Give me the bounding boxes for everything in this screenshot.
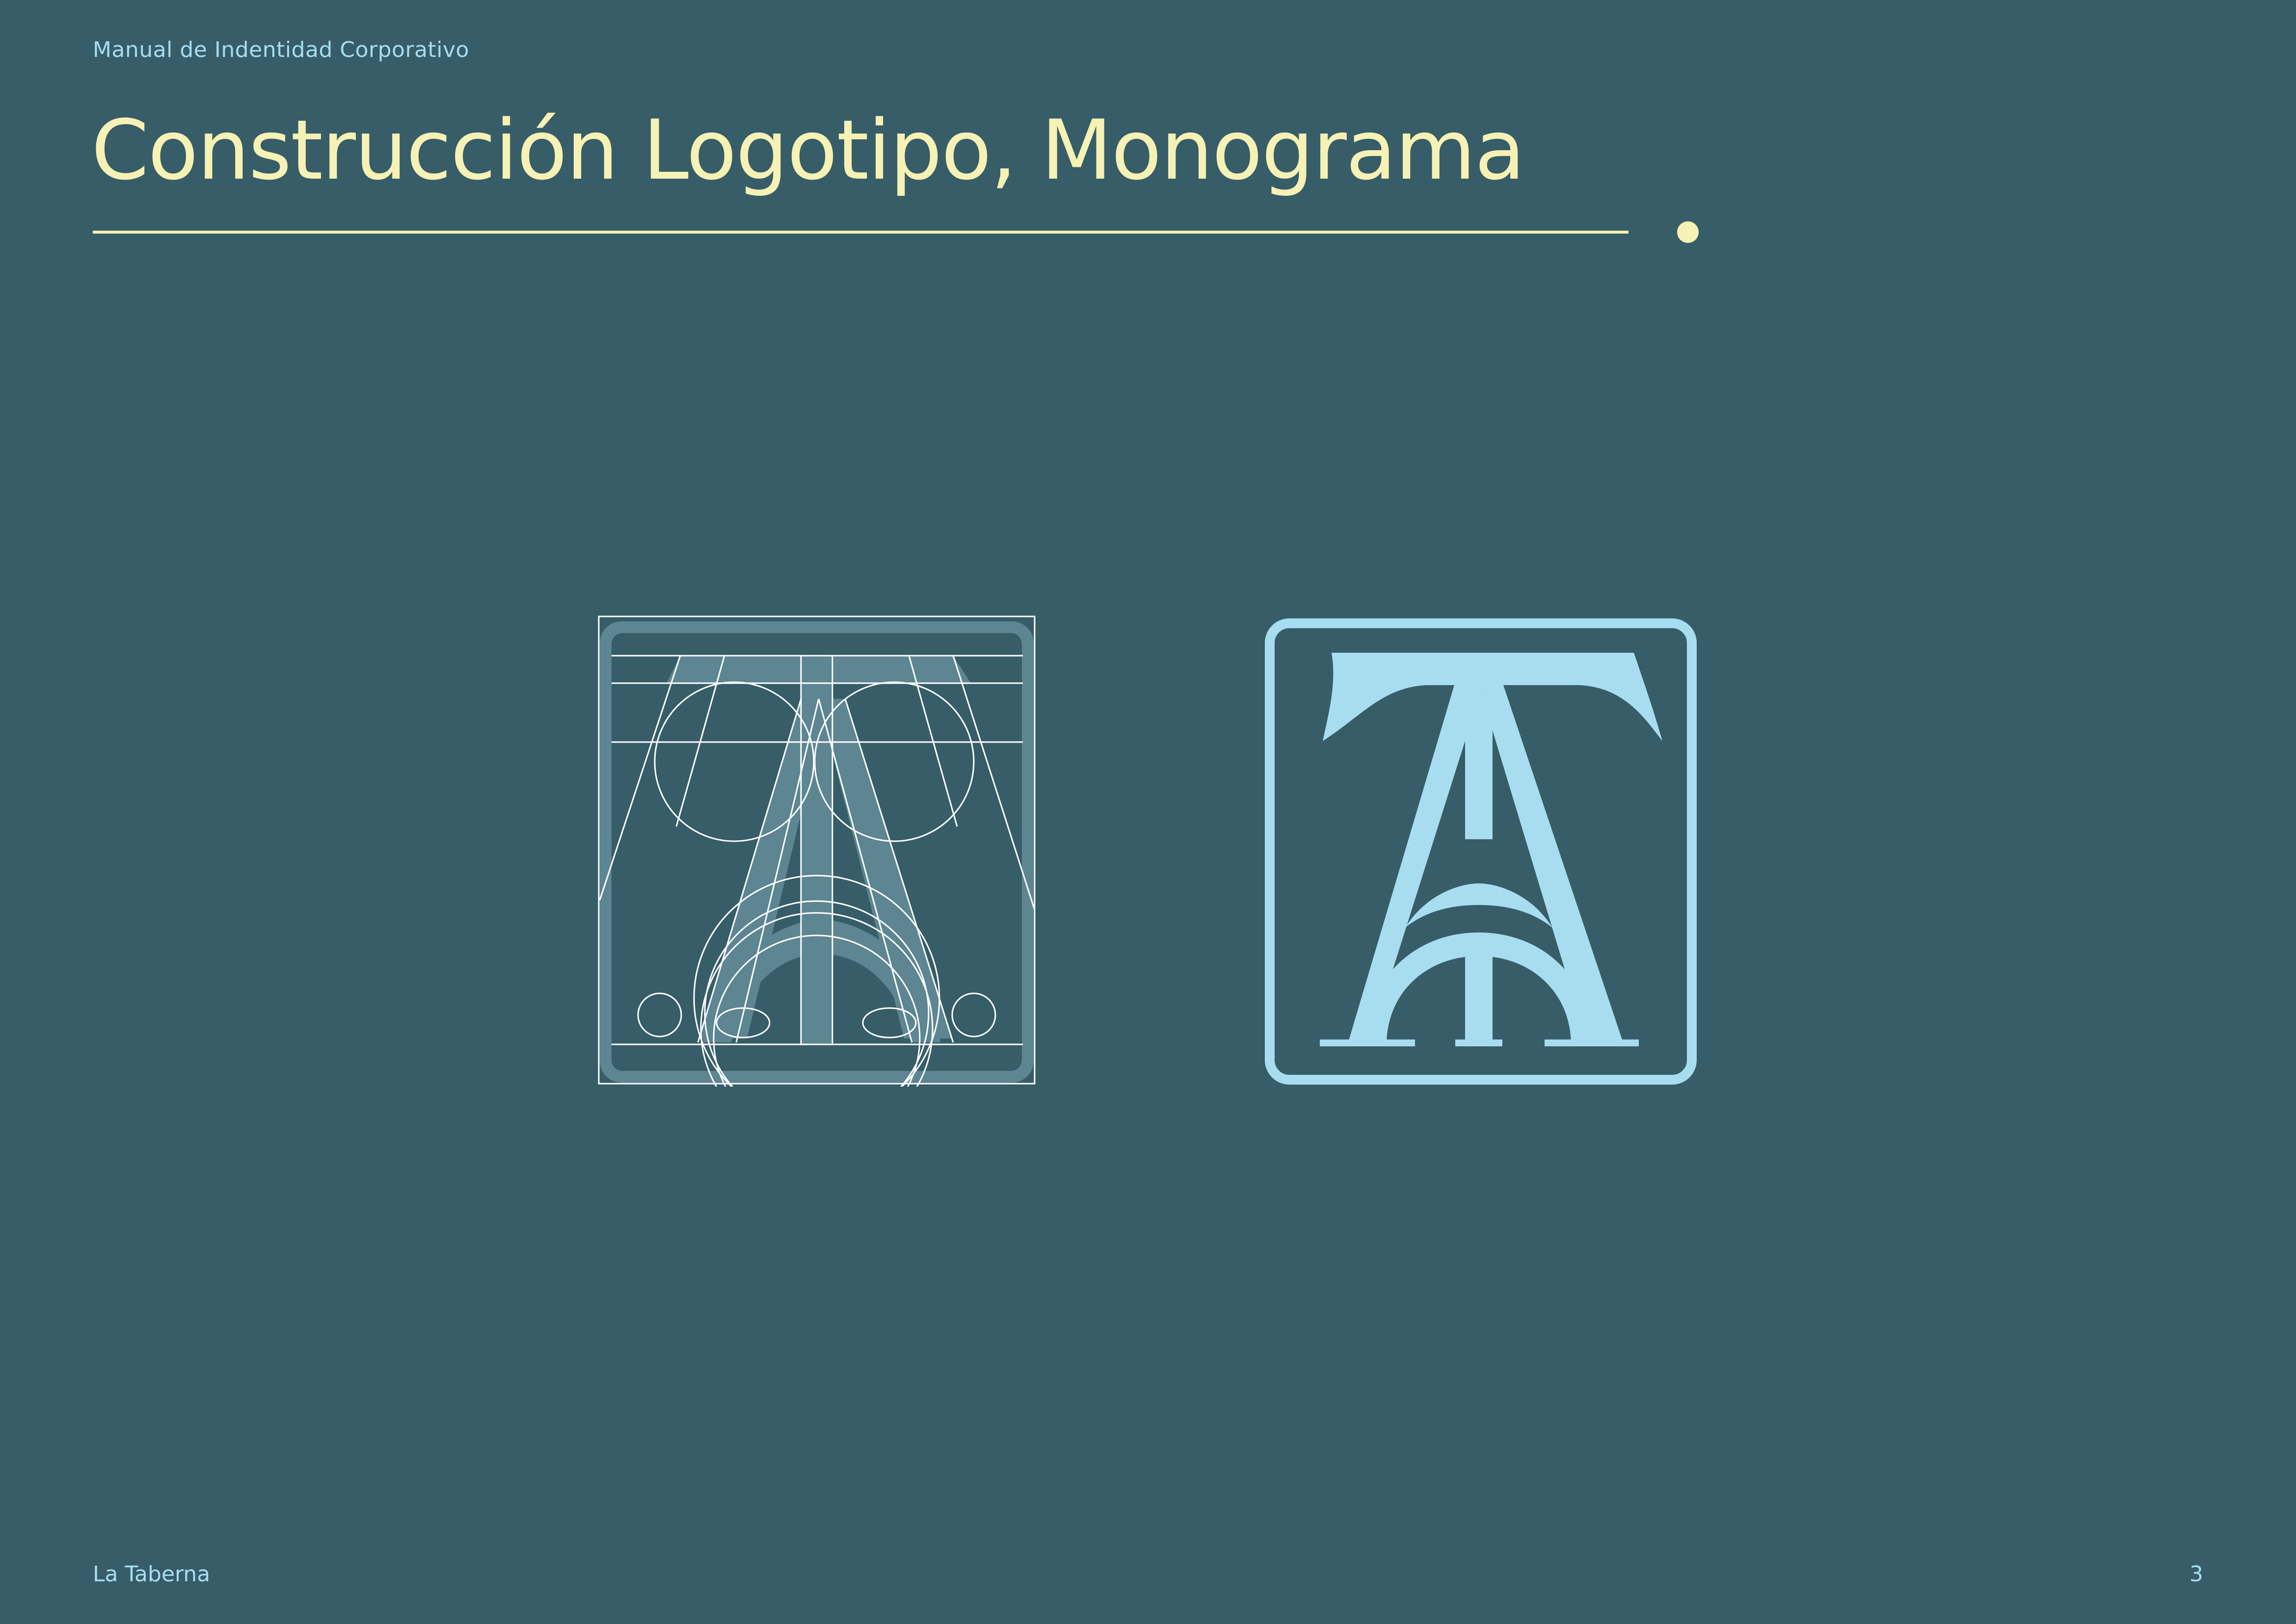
page-title: Construcción Logotipo, Monograma (91, 102, 1524, 198)
monogram-construction-grid-icon (598, 615, 1037, 1087)
monogram-ta-icon (1265, 618, 1697, 1085)
document-subtitle: Manual de Indentidad Corporativo (93, 37, 469, 62)
monogram-letterforms (1320, 653, 1662, 1046)
title-divider (93, 231, 1629, 234)
footer-brand-name: La Taberna (93, 1562, 211, 1587)
page-number: 3 (2189, 1562, 2203, 1587)
title-dot-ornament (1677, 221, 1699, 243)
